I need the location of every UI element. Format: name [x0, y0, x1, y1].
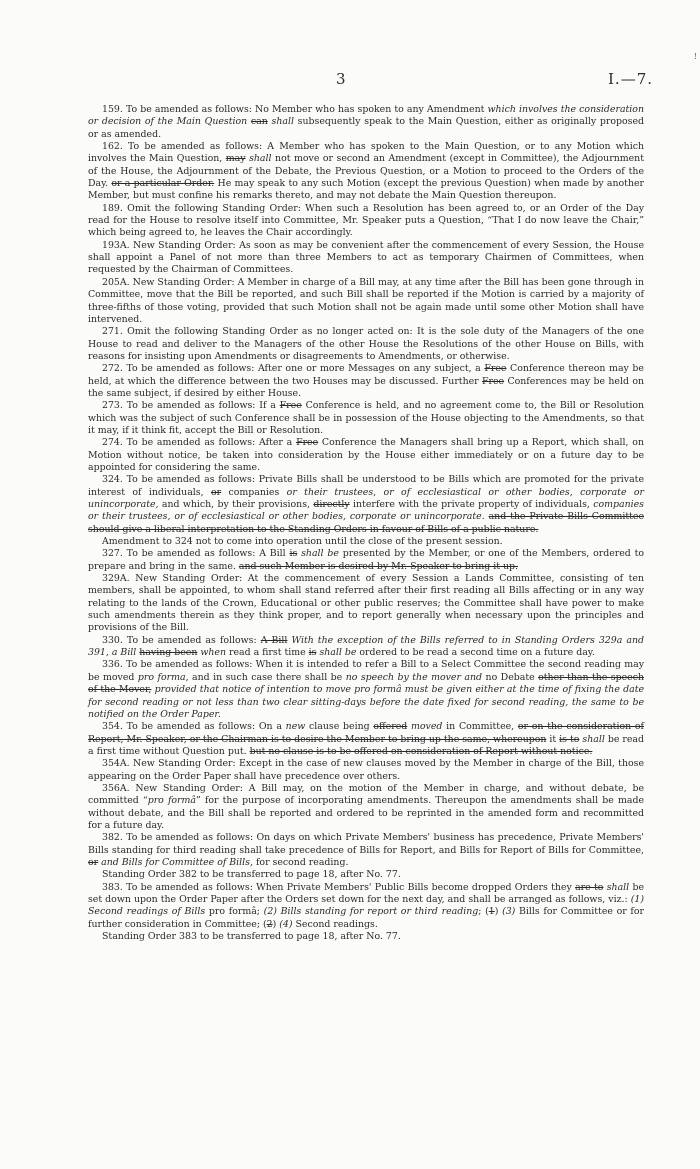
struck-text: are to	[575, 881, 604, 893]
inserted-text: shall be	[319, 647, 357, 659]
text-run: read a first time	[226, 647, 309, 659]
text-run: Amendment to 324 not to come into operation until the close of the present session.	[102, 536, 503, 548]
paragraph	[88, 548, 644, 573]
text-run: )	[272, 918, 280, 930]
inserted-text: shall	[606, 881, 630, 893]
inserted-text: (4)	[279, 918, 293, 930]
text-run: ” for the purpose of incorporating amendments. Thereupon the amendments shall be made without debate, and the Bill shall be reported and ordered to be reprinted in the amended form and recommitted for a future day.	[88, 795, 644, 831]
struck-text: or on the consideration of Report, Mr. Speaker, or the Chairman is to desire the Member to bring up the same, whereupon	[88, 721, 644, 745]
struck-text: can	[250, 116, 268, 128]
struck-text: and such Member is desired by Mr. Speaker to bring it up.	[238, 560, 519, 572]
struck-text: Free	[279, 400, 302, 412]
struck-text: having been	[139, 647, 198, 659]
inserted-text: moved	[411, 721, 443, 733]
text-run: 329A. New Standing Order: At the commencement of every Session a Lands Committee, consisting of ten members, shall be appointed, to whom shall stand referred after their first reading all Bills affecting or in any way relating to the lands of the Crown, Educational or other public reserves; the Committee shall have power to make such amendments therein as they think proper, and to report generally when necessary upon the principles and provisions of the Bill.	[88, 573, 644, 634]
struck-text: 1	[488, 906, 495, 918]
inserted-text: no speech by the mover and	[345, 671, 483, 683]
text-run: 189. Omit the following Standing Order: When such a Resolution has been agreed to, or an Order of the Day read for the House to resolve itself into Committee, Mr. Speaker puts a Question, “That I do now leave the Chair,” which being agreed to, he leaves the Chair accordingly.	[88, 202, 644, 239]
text-run: pro formâ;	[205, 906, 264, 918]
struck-text: offered	[373, 721, 408, 733]
text-run: 382. To be amended as follows: On days on which Private Members' business has precedence, Private Members' Bills standing for third reading shall take precedence of Bills for Report, and Bills for Report of Bills for Committee,	[88, 832, 644, 856]
text-run: for second reading.	[252, 856, 349, 868]
inserted-text: shall	[271, 116, 294, 128]
text-run: Standing Order 382 to be transferred to page 18, after No. 77.	[102, 869, 401, 881]
paragraph	[88, 240, 644, 277]
text-run: He may speak to any such Motion (except the previous Question) when made by another Member, but must confine his remarks thereto, and may not debate the Main Question thereupon.	[88, 178, 645, 202]
text-run: not move or second an Amendment (except in Committee), the Adjournment of the House, the Adjournment of the Debate, the Previous Question, or a Motion to proceed to the Orders of the Day.	[88, 153, 644, 190]
text-run: 272. To be amended as follows: After one or more Messages on any subject, a	[102, 363, 485, 375]
text-run: ; (	[478, 906, 489, 918]
inserted-text: when	[200, 647, 227, 659]
text-run: 274. To be amended as follows: After a	[102, 437, 297, 449]
inserted-text: shall	[582, 733, 605, 745]
text-run: )	[494, 906, 503, 918]
inserted-text: (2) Bills standing for report or third reading	[263, 906, 479, 918]
paragraph	[88, 573, 644, 635]
struck-text: and the Private Bills Committee should give a liberal interpretation to the Standing Orders in favour of Bills of a public nature.	[88, 511, 644, 535]
text-run: 383. To be amended as follows: When Private Members' Public Bills become dropped Orders they	[102, 881, 576, 893]
inserted-text: pro formâ	[147, 795, 197, 807]
paper-reference: I.—7.	[608, 70, 654, 88]
struck-text: may	[225, 153, 246, 165]
paragraph	[88, 832, 644, 869]
struck-text: directly	[313, 499, 350, 510]
paragraph	[88, 363, 644, 400]
inserted-text: (3)	[502, 906, 516, 918]
text-run: ordered to be read a second time on a future day.	[356, 647, 595, 659]
text-run: , and in such case there shall be	[185, 671, 346, 683]
struck-text: but no clause is to be offered on consideration of Report without notice.	[249, 745, 593, 757]
paragraph	[88, 635, 644, 660]
text-run: and which, by their provisions,	[158, 499, 314, 510]
text-run: 273. To be amended as follows: If a	[102, 400, 280, 412]
struck-text: Free	[484, 363, 507, 375]
text-run: Conferences may be held on the same subject, if desired by either House.	[88, 375, 644, 399]
text-run: 354A. New Standing Order: Except in the case of new clauses moved by the Member in charge of the Bill, those appearing on the Order Paper shall have precedence over others.	[88, 758, 644, 782]
text-run: 356A. New Standing Order: A Bill may, on the motion of the Member in charge, and without debate, be committed “	[88, 782, 644, 807]
inserted-text: With the exception of the Bills referred to in Standing Orders 329a and 391, a Bill	[88, 634, 644, 659]
struck-text: or a particular Order.	[111, 178, 215, 190]
text-run: Bills for Committee or for further consideration in Committee; (	[88, 906, 644, 930]
text-run: 354. To be amended as follows: On a	[102, 721, 286, 733]
text-run: be set down upon the Order Paper after the Orders set down for the next day, and shall be arranged as follows, viz.:	[88, 881, 645, 905]
inserted-text: and Bills for Committee of Bills,	[101, 856, 253, 868]
inserted-text: or their trustees	[286, 486, 374, 498]
text-run: subsequently speak to the Main Question, either as originally proposed or as amended.	[88, 116, 645, 140]
text-run: in Committee,	[442, 721, 518, 733]
paragraph	[88, 104, 644, 141]
paragraph	[88, 474, 644, 536]
paragraph	[88, 721, 644, 758]
paragraph	[88, 326, 644, 363]
text-run: 336. To be amended as follows: When it is intended to refer a Bill to a Select Committee the second reading may be moved	[88, 659, 644, 683]
paragraph	[88, 931, 644, 943]
struck-text: is	[308, 647, 317, 659]
inserted-text: which involves the consideration or decision of the Main Question	[88, 104, 644, 128]
text-run: 327. To be amended as follows: A Bill	[102, 548, 290, 560]
struck-text: 2	[266, 918, 273, 930]
inserted-text: provided that notice of intention to move pro formâ must be given either at the time of fixing the date for second reading or not less than two clear sitting-days before the date fixed for second reading, the same to be notified on the Order Paper.	[88, 684, 645, 720]
paragraph	[88, 437, 644, 474]
text-run: 205A. New Standing Order: A Member in charge of a Bill may, at any time after the Bill has been gone through in Committee, move that the Bill be reported, and such Bill shall be reported if the Motion is carried by a majority of three-fifths of those voting, provided that such Motion shall not be again made until some other Motion shall have intervened.	[88, 276, 644, 325]
struck-text: other than the speech of the Mover,	[88, 671, 645, 696]
paragraph	[88, 141, 644, 203]
text-run: ,	[373, 486, 384, 498]
paragraph	[88, 400, 644, 437]
inserted-text: (1) Second readings of Bills	[88, 894, 644, 918]
paragraph	[88, 536, 644, 548]
inserted-text: shall be	[301, 548, 339, 560]
text-run: 159. To be amended as follows: No Member who has spoken to any Amendment	[102, 104, 488, 115]
paragraph	[88, 203, 644, 240]
text-run: Second readings.	[292, 918, 378, 930]
edge-mark: !	[693, 52, 697, 61]
text-run: it	[546, 733, 560, 745]
inserted-text: companies or their trustees, or of ecclesiastical or other bodies, corporate or unincorporate.	[88, 499, 644, 523]
page-header	[0, 70, 700, 92]
inserted-text: new	[285, 721, 306, 733]
struck-text: is	[289, 548, 298, 560]
text-run: 324. To be amended as follows: Private Bills shall be understood to be Bills which are promoted for the private interest of individuals,	[88, 474, 644, 498]
struck-text: is to	[559, 733, 580, 745]
struck-text: or	[88, 856, 99, 868]
text-run: Conference thereon may be held, at which the difference between the two Houses may be discussed. Further	[88, 363, 644, 387]
struck-text: Free	[482, 375, 505, 387]
text-run: companies	[221, 486, 287, 498]
paragraph	[88, 783, 644, 832]
paragraph	[88, 758, 644, 783]
inserted-text: shall	[249, 153, 272, 165]
text-run: be read a first time without Question put.	[88, 733, 644, 757]
struck-text: Free	[296, 437, 319, 449]
inserted-text: pro forma	[137, 671, 186, 683]
inserted-text: or of ecclesiastical or other bodies, corporate or unincorporate,	[88, 486, 645, 510]
text-run: no Debate	[482, 671, 539, 683]
text-run: clause being	[305, 721, 374, 733]
struck-text: or	[210, 486, 222, 498]
paragraph	[88, 869, 644, 881]
page-number: 3	[336, 70, 346, 88]
text-run: Conference the Managers shall bring up a Report, which shall, on Motion without notice, be taken into consideration by the House either immediately or on a future day to be appointed for considering the same.	[88, 437, 644, 473]
paragraph	[88, 882, 644, 931]
text-run: Standing Order 383 to be transferred to page 18, after No. 77.	[102, 931, 401, 943]
text-run: presented by the Member, or one of the Members, ordered to prepare and bring in the same.	[88, 548, 645, 572]
paragraph	[88, 277, 644, 326]
text-run: Conference is held, and no agreement come to, the Bill or Resolution which was the subject of such Conference shall be in possession of the House objecting to the Amendments, so that it may, if it think fit, accept the Bill or Resolution.	[88, 400, 645, 436]
struck-text: A Bill	[260, 634, 288, 646]
text-run: 193A. New Standing Order: As soon as may be convenient after the commencement of every Session, the House shall appoint a Panel of not more than three Members to act as temporary Chairmen of Committees, when requested by the Chairman of Committees.	[88, 239, 644, 276]
document-body	[88, 104, 644, 943]
text-run: 162. To be amended as follows: A Member who has spoken to the Main Question, or to any Motion which involves the Main Question,	[88, 141, 644, 165]
text-run: 330. To be amended as follows:	[102, 634, 261, 646]
text-run: 271. Omit the following Standing Order as no longer acted on: It is the sole duty of the Managers of the one House to read and deliver to the Managers of the other House the Resolutions of the other House on Bills, with reasons for insisting upon Amendments or disagreements to Amendments, or otherwise.	[88, 326, 644, 362]
text-run: interfere with the private property of individuals,	[349, 499, 594, 510]
paragraph	[88, 659, 644, 721]
